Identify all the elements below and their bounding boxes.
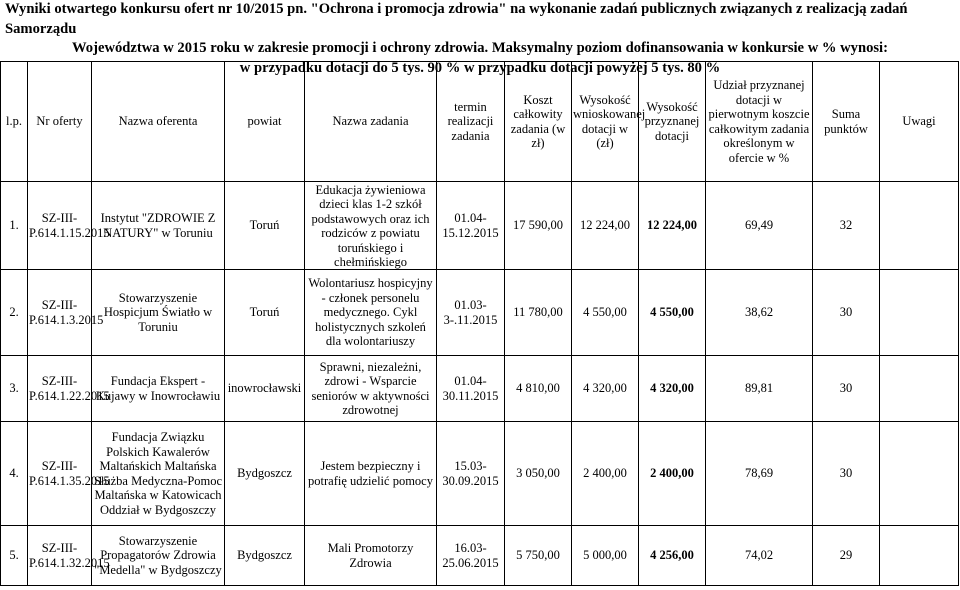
cell-termin: 01.03-3-.11.2015 <box>437 270 505 356</box>
header-line-3: w przypadku dotacji do 5 tys. 90 % w przypadku dotacji powyżej 5 tys. 80 % <box>239 59 721 76</box>
cell-koszt: 4 810,00 <box>505 356 572 422</box>
table-row <box>1 182 959 270</box>
table-row <box>1 422 959 526</box>
cell-wnioskowana: 4 320,00 <box>572 356 639 422</box>
cell-uwagi <box>880 526 959 586</box>
cell-nr: SZ-III-P.614.1.35.2015 <box>28 422 92 526</box>
col-uwagi: Uwagi <box>880 62 959 182</box>
cell-suma: 32 <box>813 182 880 270</box>
cell-udzial: 38,62 <box>706 270 813 356</box>
cell-udzial: 89,81 <box>706 356 813 422</box>
cell-przyznana: 4 550,00 <box>639 270 706 356</box>
cell-koszt: 17 590,00 <box>505 182 572 270</box>
cell-zadanie: Mali Promotorzy Zdrowia <box>305 526 437 586</box>
cell-termin: 01.04-15.12.2015 <box>437 182 505 270</box>
col-przyznana: Wysokość przyznanej dotacji <box>639 62 706 182</box>
cell-uwagi <box>880 422 959 526</box>
cell-udzial: 78,69 <box>706 422 813 526</box>
cell-lp: 2. <box>1 270 28 356</box>
col-powiat: powiat <box>225 62 305 182</box>
table-row <box>1 356 959 422</box>
cell-udzial: 74,02 <box>706 526 813 586</box>
col-wnioskowana: Wysokość wnioskowanej dotacji w (zł) <box>572 62 639 182</box>
col-nr-oferty: Nr oferty <box>28 62 92 182</box>
cell-suma: 30 <box>813 422 880 526</box>
cell-uwagi <box>880 356 959 422</box>
cell-zadanie-text: Edukacja żywieniowa dzieci klas 1-2 szkół podstawowych oraz ich rodziców z powiatu toruńskiego i chełmińskiego <box>311 182 430 269</box>
col-udzial: Udział przyznanej dotacji w pierwotnym koszcie całkowitym zadania określonym w ofercie w % <box>706 62 813 182</box>
header-line-2: Województwa w 2015 roku w zakresie promocji i ochrony zdrowia. Maksymalny poziom dofinansowania w konkursie w % wynosi: <box>72 40 888 56</box>
cell-uwagi <box>880 270 959 356</box>
cell-suma: 30 <box>813 356 880 422</box>
cell-zadanie: Sprawni, niezależni, zdrowi - Wsparcie seniorów w aktywności zdrowotnej <box>305 356 437 422</box>
table-row <box>1 270 959 356</box>
cell-koszt: 5 750,00 <box>505 526 572 586</box>
cell-lp: 3. <box>1 356 28 422</box>
cell-powiat: Toruń <box>225 270 305 356</box>
cell-powiat: Bydgoszcz <box>225 422 305 526</box>
cell-suma: 30 <box>813 270 880 356</box>
cell-oferent: Fundacja Ekspert - Kujawy w Inowrocławiu <box>92 356 225 422</box>
cell-zadanie: Wolontariusz hospicyjny - członek personelu medycznego. Cykl holistycznych szkoleń dla wolontariuszy <box>305 270 437 356</box>
cell-przyznana: 4 256,00 <box>639 526 706 586</box>
cell-oferent: Instytut "ZDROWIE Z NATURY" w Toruniu <box>92 182 225 270</box>
cell-nr: SZ-III-P.614.1.15.2015 <box>28 182 92 270</box>
cell-powiat: Bydgoszcz <box>225 526 305 586</box>
cell-powiat: inowrocławski <box>225 356 305 422</box>
cell-powiat: Toruń <box>225 182 305 270</box>
cell-nr: SZ-III-P.614.1.32.2015 <box>28 526 92 586</box>
col-termin: termin realizacji zadania <box>437 62 505 182</box>
cell-udzial: 69,49 <box>706 182 813 270</box>
table-row <box>1 526 959 586</box>
cell-koszt: 3 050,00 <box>505 422 572 526</box>
results-table <box>0 61 959 586</box>
col-nazwa-oferenta: Nazwa oferenta <box>92 62 225 182</box>
cell-wnioskowana: 5 000,00 <box>572 526 639 586</box>
cell-oferent: Fundacja Związku Polskich Kawalerów Maltańskich Maltańska Służba Medyczna-Pomoc Maltańska w Katowicach Oddział w Bydgoszczy <box>92 422 225 526</box>
cell-lp: 4. <box>1 422 28 526</box>
cell-termin: 16.03-25.06.2015 <box>437 526 505 586</box>
cell-suma: 29 <box>813 526 880 586</box>
cell-wnioskowana: 2 400,00 <box>572 422 639 526</box>
cell-lp: 1. <box>1 182 28 270</box>
col-nazwa-zadania: Nazwa zadania <box>305 62 437 182</box>
cell-wnioskowana: 4 550,00 <box>572 270 639 356</box>
cell-oferent: Stowarzyszenie Hospicjum Światło w Toruniu <box>92 270 225 356</box>
cell-oferent: Stowarzyszenie Propagatorów Zdrowia "Medella" w Bydgoszczy <box>92 526 225 586</box>
cell-przyznana: 4 320,00 <box>639 356 706 422</box>
cell-wnioskowana: 12 224,00 <box>572 182 639 270</box>
col-lp: l.p. <box>1 62 28 182</box>
col-suma: Suma punktów <box>813 62 880 182</box>
header-line-1: Wyniki otwartego konkursu ofert nr 10/2015 pn. "Ochrona i promocja zdrowia" na wykonanie zadań publicznych związanych z realizacją zadań Samorządu <box>5 1 908 37</box>
cell-przyznana: 12 224,00 <box>639 182 706 270</box>
cell-termin: 15.03-30.09.2015 <box>437 422 505 526</box>
col-koszt: Koszt całkowity zadania (w zł) <box>505 62 572 182</box>
cell-lp: 5. <box>1 526 28 586</box>
cell-uwagi <box>880 182 959 270</box>
cell-zadanie: Jestem bezpieczny i potrafię udzielić pomocy <box>305 422 437 526</box>
cell-nr: SZ-III-P.614.1.3.2015 <box>28 270 92 356</box>
cell-nr: SZ-III-P.614.1.22.2015 <box>28 356 92 422</box>
table-body <box>1 182 959 586</box>
cell-termin: 01.04-30.11.2015 <box>437 356 505 422</box>
table-header-row <box>1 62 959 182</box>
cell-przyznana: 2 400,00 <box>639 422 706 526</box>
cell-koszt: 11 780,00 <box>505 270 572 356</box>
cell-zadanie <box>305 182 437 270</box>
